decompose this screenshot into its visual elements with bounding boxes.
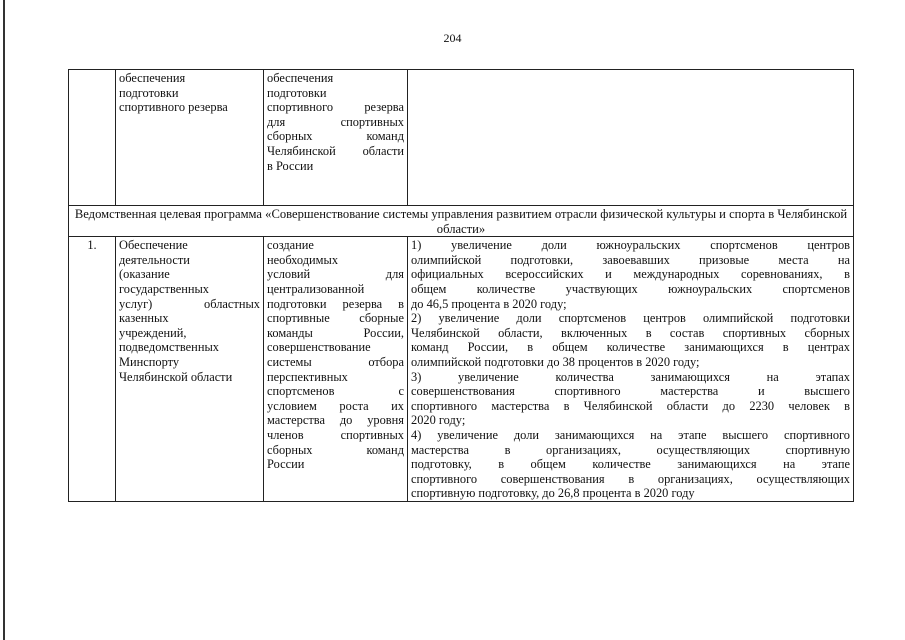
cell-lines	[119, 71, 260, 115]
cell-indicators	[408, 237, 854, 502]
text-line: подготовки	[267, 85, 327, 100]
text-line: в России	[267, 158, 314, 173]
text-line: подготовки	[119, 85, 179, 100]
text-line: олимпийской подготовки до 38 процентов в 2020 году;	[411, 354, 700, 369]
text-line: казенных	[119, 311, 169, 326]
text-line: учреждений,	[119, 325, 187, 340]
text-line: спортивного мастерства в Челябинской области до 2230 человек в	[411, 398, 850, 413]
text-line: обеспечения	[119, 71, 186, 85]
cell-activity-goal	[264, 70, 408, 206]
text-line: мастерства в организациях, осуществляющих спортивную	[411, 442, 850, 457]
text-line: официальных всероссийских и международных соревнованиях, в	[411, 267, 850, 282]
table-row-continuation	[69, 70, 854, 206]
scan-edge-line	[3, 0, 5, 640]
text-line: подготовки резерва в	[267, 296, 404, 311]
text-line: спортивные сборные	[267, 311, 404, 326]
cell-activity-name	[116, 70, 264, 206]
text-line: совершенствование	[267, 340, 371, 355]
text-line: (оказание	[119, 267, 170, 282]
program-table	[68, 69, 854, 502]
text-line: спортивного совершенствования в организациях, осуществляющих	[411, 471, 850, 486]
text-line: России	[267, 457, 305, 472]
text-line: Минспорту	[119, 354, 180, 369]
table-row	[69, 237, 854, 502]
cell-lines	[411, 238, 850, 501]
text-line: 3) увеличение количества занимающихся на этапах	[411, 369, 850, 384]
table-row-section	[69, 206, 854, 237]
text-line: олимпийской подготовки, завоевавших призовые места на	[411, 252, 850, 267]
text-line: сборных команд	[267, 129, 404, 144]
page-number: 204	[443, 31, 462, 45]
cell-activity-goal	[264, 237, 408, 502]
text-line: команды России,	[267, 325, 404, 340]
text-line: 2) увеличение доли спортсменов центров олимпийской подготовки	[411, 311, 850, 326]
cell-lines	[119, 238, 260, 384]
cell-lines	[267, 71, 404, 173]
text-line: государственных	[119, 281, 210, 296]
cell-activity-name	[116, 237, 264, 502]
text-line: для спортивных	[267, 114, 404, 129]
text-line: совершенствования спортивного мастерства и высшего	[411, 384, 850, 399]
text-line: перспективных	[267, 369, 348, 384]
text-line: общем количестве участвующих южноуральских спортсменов	[411, 281, 850, 296]
text-line: необходимых	[267, 252, 339, 267]
text-line: Обеспечение	[119, 238, 188, 253]
text-line: подведомственных	[119, 340, 219, 355]
cell-indicators-empty	[408, 70, 854, 206]
text-line: спортивную подготовку, до 26,8 процента в 2020 году	[411, 486, 695, 501]
text-line: обеспечения	[267, 71, 334, 85]
text-line: членов спортивных	[267, 427, 404, 442]
text-line: Челябинской области, включенных в состав спортивных сборных	[411, 325, 850, 340]
section-title: Ведомственная целевая программа «Совершенствование системы управления развитием отрасли физической культуры и спорта в Челябинской области»	[69, 206, 854, 237]
text-line: 2020 году;	[411, 413, 466, 428]
text-line: мастерства до уровня	[267, 413, 404, 428]
text-line: условий для	[267, 267, 404, 282]
text-line: 4) увеличение доли занимающихся на этапе высшего спортивного	[411, 427, 850, 442]
cell-lines	[267, 238, 404, 472]
text-line: спортивного резерва	[119, 100, 228, 115]
text-line: подготовку, в общем количестве занимающихся на этапе	[411, 457, 850, 472]
text-line: спортсменов с	[267, 384, 404, 399]
text-line: сборных команд	[267, 442, 404, 457]
text-line: команд России, в общем количестве занимающихся в центрах	[411, 340, 850, 355]
text-line: создание	[267, 238, 314, 253]
cell-number-empty	[69, 70, 116, 206]
row-number: 1.	[69, 237, 116, 502]
text-line: спортивного резерва	[267, 100, 404, 115]
text-line: до 46,5 процента в 2020 году;	[411, 296, 567, 311]
text-line: системы отбора	[267, 354, 404, 369]
text-line: деятельности	[119, 252, 190, 267]
text-line: Челябинской области	[119, 369, 233, 384]
text-line: 1) увеличение доли южноуральских спортсменов центров	[411, 238, 850, 253]
text-line: централизованной	[267, 281, 365, 296]
text-line: Челябинской области	[267, 143, 404, 158]
text-line: услуг) областных	[119, 296, 260, 311]
text-line: условием роста их	[267, 398, 404, 413]
